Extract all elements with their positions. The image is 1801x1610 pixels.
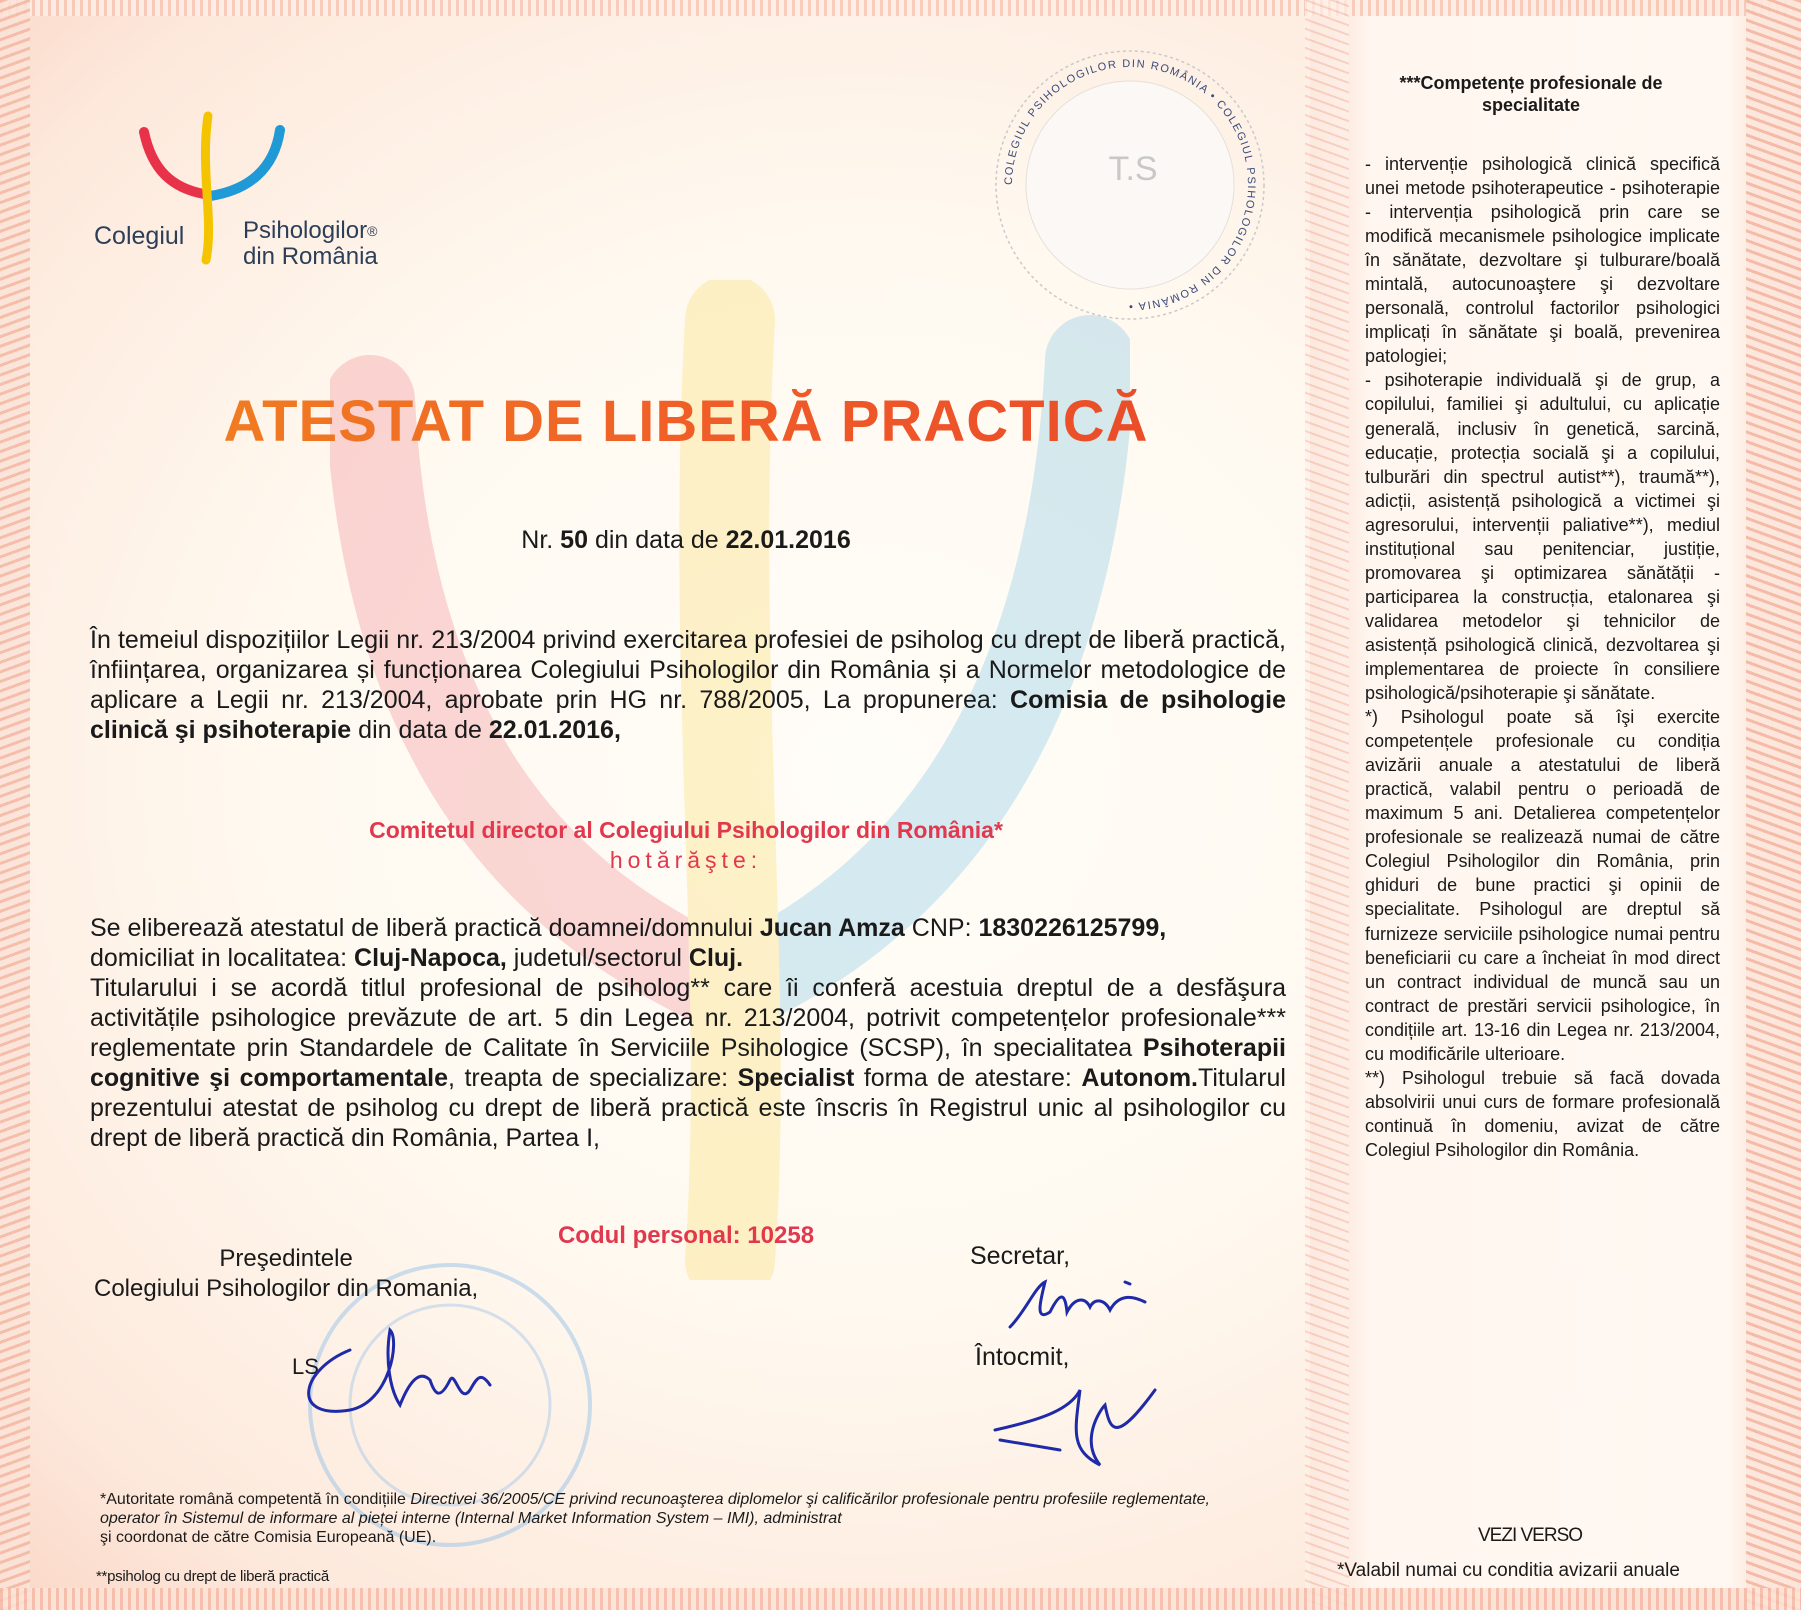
committee-name: Comitetul director al Colegiului Psihologilor din România* — [369, 817, 1003, 843]
president-signature — [290, 1310, 520, 1430]
legal-basis-text: În temeiul dispozițiilor Legii nr. 213/2004 privind exercitarea profesiei de psiholog cu drept de liberă practică, înființarea, organizarea și funcționarea Colegiului Psihologilor din România și a Normelor metodologice de aplicare a Legii nr. 213/2004, aprobate prin HG nr. 788/2005, La propunerea: — [90, 626, 1286, 714]
secretary-label: Secretar, — [970, 1242, 1071, 1270]
logo-word-din-romania: din România — [243, 243, 378, 270]
committee-heading — [0, 815, 1372, 875]
document-number-line — [0, 526, 1372, 555]
county-label: judetul/sectorul — [513, 944, 682, 972]
form-label: forma de atestare: — [863, 1064, 1072, 1092]
title-grant-text: Titularului i se acordă titlul profesional de psiholog** care îi conferă acestuia dreptul de a desfăşura activitățile psihologice prevăzute de art. 5 din Legea nr. 213/2004, potrivit competențelor profesionale*** reglementate prin Standardele de Calitate în Serviciile Psihologice (SCSP), în specialitatea — [90, 974, 1286, 1062]
preparer-signature — [990, 1370, 1160, 1480]
see-verso-note: VEZI VERSO — [1478, 1525, 1583, 1546]
legal-basis-paragraph — [90, 625, 1286, 745]
frame-bottom-border — [0, 1588, 1801, 1610]
specialization-level: Specialist — [737, 1064, 855, 1092]
embossed-seal — [995, 50, 1265, 320]
president-block — [94, 1244, 478, 1304]
cpr-logo — [88, 110, 408, 280]
prepared-by-label: Întocmit, — [975, 1343, 1070, 1371]
valid-annual-note: *Valabil numai cu conditia avizarii anuale — [1337, 1560, 1680, 1581]
footnote-psychologist: **psiholog cu drept de liberă practică — [96, 1568, 329, 1585]
footnote-authority — [100, 1490, 1260, 1547]
president-institution: Colegiului Psihologilor din Romania, — [94, 1275, 479, 1302]
commission-name: Comisia de psihologie clinică şi psihoterapie — [90, 686, 1287, 744]
nr-prefix: Nr. — [521, 526, 554, 554]
president-title: Preşedintele — [219, 1245, 353, 1272]
commission-date-prefix: din data de — [358, 716, 482, 744]
competences-title: ***Competențe profesionale de specialitate — [1399, 73, 1663, 115]
document-number: 50 — [560, 526, 588, 554]
footnote-authority-lead: *Autoritate română competentă în condițiile — [100, 1491, 406, 1508]
decision-paragraph — [90, 913, 1286, 1153]
secretary-signature — [1005, 1272, 1175, 1342]
frame-right-border — [1746, 0, 1801, 1610]
footnote-authority-directive: Directivei 36/2005/CE privind recunoaşterea diplomelor şi calificărilor profesionale pentru profesiile reglementate, operator în Sistemul de informare al pieței interne (Internal Market Information System – IMI), administrat — [100, 1491, 1210, 1527]
right-panel-divider — [1305, 0, 1349, 1610]
specialty-name: Psihoterapii cognitive şi comportamentale — [90, 1034, 1286, 1092]
holder-county: Cluj. — [688, 944, 744, 972]
logo-word-psihologilor: Psihologilor — [243, 217, 368, 244]
holder-name: Jucan Amza — [759, 914, 905, 942]
holder-cnp: 1830226125799, — [978, 914, 1167, 942]
date-prefix: din data de — [594, 526, 719, 554]
personal-code-label: Codul personal: — [557, 1222, 741, 1249]
attestation-form: Autonom. — [1081, 1064, 1198, 1092]
document-date: 22.01.2016 — [725, 526, 851, 554]
logo-text-colegiul: Colegiul — [94, 222, 185, 250]
seal-initials: T.S — [1108, 150, 1158, 188]
seal-ring-text: COLEGIUL PSIHOLOGILOR DIN ROMÂNIA • COLEGIUL PSIHOLOGILOR DIN ROMÂNIA • — [1002, 57, 1258, 313]
competences-body: - intervenție psihologică clinică specifică unei metode psihoterapeutice - psihoterapie - intervenția psihologică prin care se modifică mecanismele psihologice implicate în sănătate, dezvoltare şi tulburare/boală mintală, autocunoaştere şi dezvoltare personală, controlul factorilor psihologici implicați în sănătate şi boală, prevenirea patologiei; - psihoterapie individuală şi de grup, a copilului, familiei şi adultului, cu aplicație generală, inclusiv în genetică, sarcină, educație, protecția socială şi a copilului, tulburări din spectrul autist**), traumă**), adicții, asistență psihologică a victimei şi agresorului, intervenții paliative**), mediul instituțional sau penitenciar, justiție, promovarea şi optimizarea sănătății - participarea la construcția, etalonarea şi validarea metodelor şi tehnicilor de asistență psihologică clinică, dezvoltarea şi implementarea de proiecte în consiliere psihologică/psihoterapie şi sănătate. *) Psihologul poate să îşi exercite competențele profesionale cu condiția avizării anuale a atestatului de liberă practică, valabil pentru o perioadă de maximum 5 ani. Detalierea competențelor profesionale se realizează numai de către Colegiul Psihologilor din România, prin ghiduri de bune practici şi opinii de specialitate. Psihologul are dreptul să furnizeze serviciile psihologice numai pentru beneficiarii cu care a încheiat în mod direct un contract individual de muncă sau un contract de prestări servicii psihologice, în condițiile art. 13-16 din Legea nr. 213/2004, cu modificările ulterioare. **) Psihologul trebuie să facă dovada absolvirii unui curs de formare profesională continuă în domeniu, avizat de către Colegiul Psihologilor din România. — [1365, 154, 1720, 1160]
frame-left-border — [0, 0, 30, 1610]
logo-text-psihologilor — [243, 218, 378, 270]
holder-locality: Cluj-Napoca, — [354, 944, 507, 972]
decision-intro: Se eliberează atestatul de liberă practică doamnei/domnului — [90, 914, 753, 942]
frame-top-border — [0, 0, 1801, 16]
level-label: , treapta de specializare: — [448, 1064, 729, 1092]
personal-code-value: 10258 — [747, 1222, 815, 1249]
footnote-authority-tail: şi coordonat de către Comisia Europeană (UE). — [100, 1529, 437, 1546]
document-title: ATESTAT DE LIBERĂ PRACTICĂ — [0, 388, 1372, 455]
decides-word: hotărăşte: — [609, 847, 763, 873]
cnp-label: CNP: — [911, 914, 972, 942]
locality-label: domiciliat in localitatea: — [90, 944, 348, 972]
ls-mark: LS — [292, 1354, 319, 1379]
registered-mark: ® — [367, 223, 378, 239]
commission-date: 22.01.2016, — [488, 716, 621, 744]
registry-text: Titularul prezentului atestat de psiholog cu drept de liberă practică este înscris în Registrul unic al psihologilor cu drept de liberă practică din România, Partea I, — [90, 1064, 1286, 1152]
